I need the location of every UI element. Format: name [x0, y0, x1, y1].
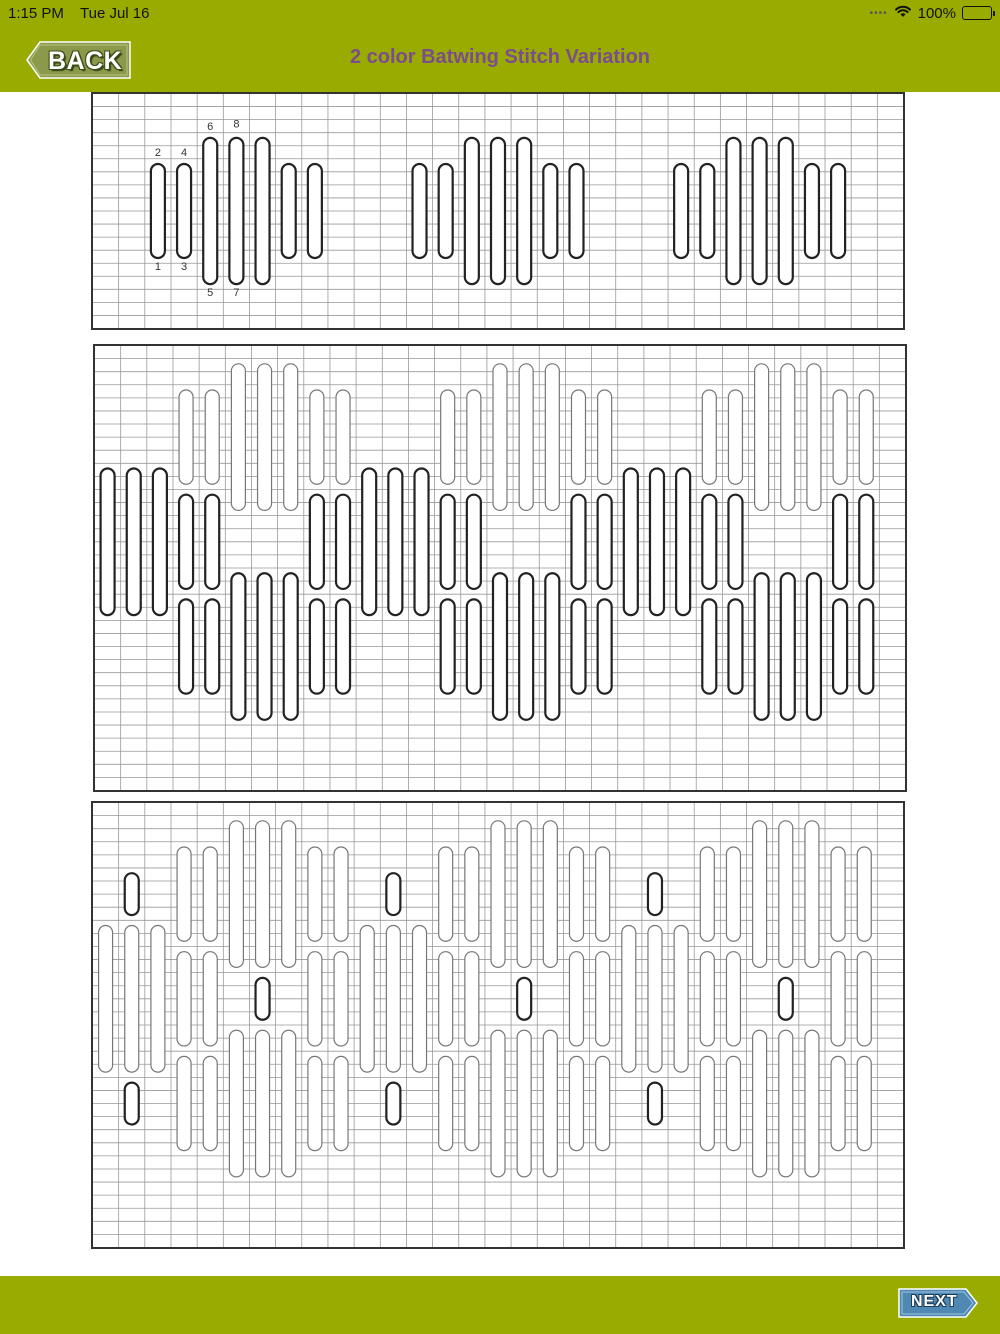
stitch: [648, 1083, 662, 1125]
stitch: [726, 1056, 740, 1150]
stitch: [334, 952, 348, 1046]
stitch: [700, 847, 714, 941]
stitch: [728, 390, 742, 484]
stitch: [231, 573, 245, 720]
stitch-order-label: 8: [233, 118, 240, 131]
stitch: [543, 164, 557, 258]
stitch-order-label: 7: [233, 286, 240, 299]
stitch: [728, 495, 742, 589]
stitch: [596, 952, 610, 1046]
stitch: [543, 821, 557, 968]
stitch: [833, 495, 847, 589]
stitch: [700, 164, 714, 258]
stitch: [465, 138, 479, 284]
stitch: [386, 1083, 400, 1125]
wifi-icon: [894, 4, 912, 22]
stitch: [493, 364, 507, 511]
stitch: [702, 495, 716, 589]
stitch: [648, 926, 662, 1073]
stitch: [805, 1030, 819, 1177]
stitch: [439, 1056, 453, 1150]
stitch: [571, 599, 585, 693]
stitch: [517, 978, 531, 1020]
stitch: [441, 495, 455, 589]
stitch: [465, 952, 479, 1046]
stitch: [388, 469, 402, 616]
stitch: [753, 821, 767, 968]
stitch: [779, 138, 793, 284]
stitch: [674, 164, 688, 258]
stitch: [282, 164, 296, 258]
stitch: [571, 390, 585, 484]
stitch: [99, 926, 113, 1073]
stitch: [465, 1056, 479, 1150]
stitch: [386, 926, 400, 1073]
stitch: [125, 926, 139, 1073]
stitch: [441, 599, 455, 693]
stitch: [127, 469, 141, 616]
stitch: [205, 390, 219, 484]
stitch: [779, 821, 793, 968]
stitch: [336, 390, 350, 484]
stitch: [413, 926, 427, 1073]
stitch: [282, 1030, 296, 1177]
stitch: [857, 847, 871, 941]
stitch: [203, 1056, 217, 1150]
signal-dots-icon: ••••: [869, 7, 888, 19]
stitch: [308, 1056, 322, 1150]
stitch: [229, 821, 243, 968]
stitch: [859, 390, 873, 484]
stitch-chart-2: [93, 344, 907, 792]
stitch: [151, 164, 165, 258]
stitch: [439, 952, 453, 1046]
stitch: [726, 847, 740, 941]
stitch: [545, 573, 559, 720]
stitch: [807, 573, 821, 720]
stitch: [831, 164, 845, 258]
stitch-group-dark: [151, 138, 845, 284]
stitch: [179, 599, 193, 693]
stitch: [726, 952, 740, 1046]
stitch: [779, 1030, 793, 1177]
stitch: [569, 847, 583, 941]
stitch: [519, 364, 533, 511]
stitch: [336, 599, 350, 693]
stitch: [833, 599, 847, 693]
stitch: [700, 1056, 714, 1150]
nav-bar: [0, 28, 1000, 92]
stitch: [203, 138, 217, 284]
stitch-order-label: 3: [181, 260, 188, 273]
stitch: [648, 873, 662, 915]
stitch: [284, 573, 298, 720]
stitch: [203, 952, 217, 1046]
stitch: [857, 1056, 871, 1150]
stitch: [596, 1056, 610, 1150]
bottom-bar: [0, 1276, 1000, 1334]
status-bar: [0, 0, 1000, 28]
stitch: [831, 952, 845, 1046]
stitch: [203, 847, 217, 941]
stitch: [859, 599, 873, 693]
stitch: [362, 469, 376, 616]
stitch: [781, 573, 795, 720]
stitch: [779, 978, 793, 1020]
stitch: [415, 469, 429, 616]
stitch: [308, 952, 322, 1046]
stitch: [151, 926, 165, 1073]
stitch-order-label: 2: [154, 147, 161, 160]
stitch: [676, 469, 690, 616]
stitch: [465, 847, 479, 941]
battery-percent: 100%: [917, 4, 956, 22]
stitch-chart-3-svg: [91, 801, 905, 1249]
next-button[interactable]: [898, 1288, 978, 1318]
stitch: [517, 821, 531, 968]
stitch-order-label: 1: [154, 260, 161, 273]
stitch: [543, 1030, 557, 1177]
stitch: [153, 469, 167, 616]
stitch: [517, 1030, 531, 1177]
stitch: [386, 873, 400, 915]
stitch: [205, 495, 219, 589]
stitch: [336, 495, 350, 589]
stitch: [334, 847, 348, 941]
stitch: [256, 978, 270, 1020]
stitch: [334, 1056, 348, 1150]
stitch: [805, 821, 819, 968]
stitch-order-label: 6: [207, 121, 214, 134]
stitch: [833, 390, 847, 484]
stitch: [702, 390, 716, 484]
stitch: [517, 138, 531, 284]
stitch: [569, 1056, 583, 1150]
stitch: [702, 599, 716, 693]
stitch: [571, 495, 585, 589]
stitch: [439, 164, 453, 258]
stitch-chart-1: [91, 92, 905, 330]
stitch: [310, 599, 324, 693]
stitch-group-light: [179, 364, 873, 511]
status-date: Tue Jul 16: [80, 5, 150, 22]
stitch: [125, 1083, 139, 1125]
stitch: [101, 469, 115, 616]
stitch: [179, 495, 193, 589]
stitch: [467, 495, 481, 589]
stitch: [545, 364, 559, 511]
stitch: [177, 164, 191, 258]
stitch: [256, 138, 270, 284]
back-button-label: BACK: [48, 47, 123, 75]
stitch: [231, 364, 245, 511]
stitch: [177, 1056, 191, 1150]
stitch: [596, 847, 610, 941]
stitch: [598, 495, 612, 589]
stitch: [258, 364, 272, 511]
stitch: [831, 847, 845, 941]
stitch: [308, 847, 322, 941]
stitch: [308, 164, 322, 258]
stitch: [728, 599, 742, 693]
stitch: [807, 364, 821, 511]
stitch: [258, 573, 272, 720]
stitch: [310, 390, 324, 484]
stitch: [753, 1030, 767, 1177]
stitch: [441, 390, 455, 484]
stitch: [467, 599, 481, 693]
page-title: 2 color Batwing Stitch Variation: [349, 46, 651, 68]
stitch: [282, 821, 296, 968]
battery-icon: [962, 6, 992, 20]
stitch: [177, 952, 191, 1046]
stitch: [598, 599, 612, 693]
stitch: [753, 138, 767, 284]
stitch: [439, 847, 453, 941]
stitch: [598, 390, 612, 484]
stitch: [229, 138, 243, 284]
stitch: [360, 926, 374, 1073]
stitch-chart-2-svg: [93, 344, 907, 792]
next-button-label: NEXT: [911, 1293, 958, 1310]
stitch: [491, 821, 505, 968]
stitch-chart-1-svg: [91, 92, 905, 330]
stitch: [179, 390, 193, 484]
stitch: [650, 469, 664, 616]
stitch: [857, 952, 871, 1046]
stitch: [700, 952, 714, 1046]
stitch: [256, 821, 270, 968]
stitch: [755, 364, 769, 511]
stitch: [781, 364, 795, 511]
status-time: 1:15 PM: [8, 5, 64, 22]
stitch: [413, 164, 427, 258]
stitch: [674, 926, 688, 1073]
stitch: [831, 1056, 845, 1150]
stitch: [467, 390, 481, 484]
stitch: [205, 599, 219, 693]
status-right-group: [870, 4, 992, 22]
stitch: [624, 469, 638, 616]
stitch-chart-3: [91, 801, 905, 1249]
stitch: [519, 573, 533, 720]
stitch: [284, 364, 298, 511]
stitch-order-label: 4: [181, 147, 188, 160]
stitch: [256, 1030, 270, 1177]
stitch: [125, 873, 139, 915]
stitch-order-label: 5: [207, 286, 214, 299]
stitch: [622, 926, 636, 1073]
stitch: [805, 164, 819, 258]
stitch: [569, 164, 583, 258]
stitch: [177, 847, 191, 941]
stitch: [859, 495, 873, 589]
stitch: [491, 138, 505, 284]
stitch: [491, 1030, 505, 1177]
stitch: [229, 1030, 243, 1177]
stitch: [310, 495, 324, 589]
stitch: [493, 573, 507, 720]
stitch: [755, 573, 769, 720]
stitch: [569, 952, 583, 1046]
stitch: [726, 138, 740, 284]
